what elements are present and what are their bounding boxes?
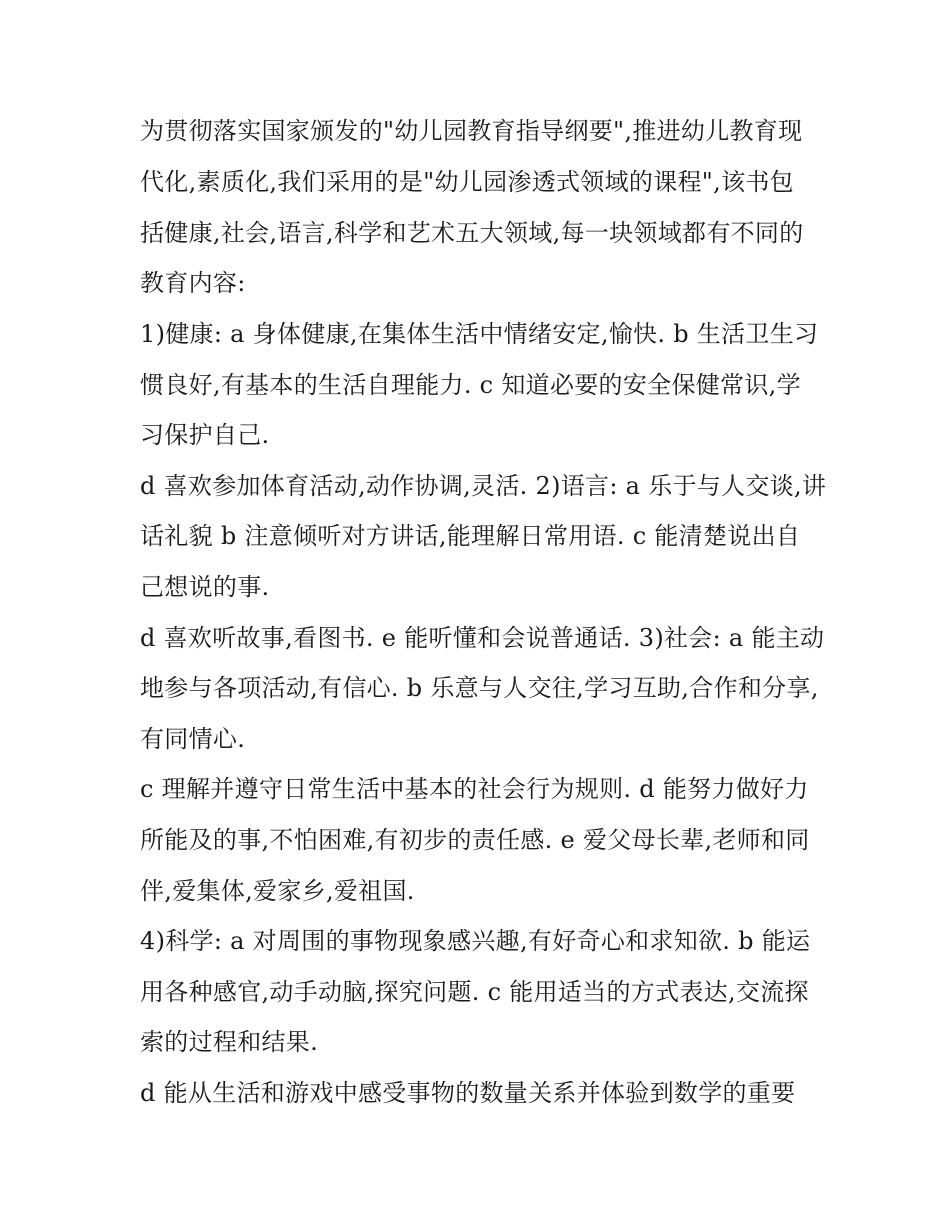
text-line: d 喜欢听故事,看图书. e 能听懂和会说普通话. 3)社会: a 能主动 [140, 624, 825, 652]
text-line: 话礼貌 b 注意倾听对方讲话,能理解日常用语. c 能清楚说出自 [140, 522, 801, 550]
text-line: 教育内容: [140, 269, 246, 297]
text-line: 括健康,社会,语言,科学和艺术五大领域,每一块领域都有不同的 [140, 219, 804, 247]
text-line: 有同情心. [140, 725, 246, 753]
text-line: 1)健康: a 身体健康,在集体生活中情绪安定,愉快. b 生活卫生习 [140, 320, 819, 348]
text-line: 己想说的事. [140, 573, 270, 601]
text-line: 代化,素质化,我们采用的是"幼儿园渗透式领域的课程",该书包 [140, 168, 794, 196]
text-line: 索的过程和结果. [140, 1028, 319, 1056]
text-line: d 能从生活和游戏中感受事物的数量关系并体验到数学的重要 [140, 1079, 796, 1107]
text-line: 所能及的事,不怕困难,有初步的责任感. e 爱父母长辈,老师和同 [140, 826, 810, 854]
text-line: 为贯彻落实国家颁发的"幼儿园教育指导纲要",推进幼儿教育现 [140, 117, 803, 145]
text-line: d 喜欢参加体育活动,动作协调,灵活. 2)语言: a 乐于与人交谈,讲 [140, 472, 827, 500]
text-line: 惯良好,有基本的生活自理能力. c 知道必要的安全保健常识,学 [140, 371, 801, 399]
text-line: c 理解并遵守日常生活中基本的社会行为规则. d 能努力做好力 [140, 775, 809, 803]
text-line: 习保护自己. [140, 421, 270, 449]
text-line: 用各种感官,动手动脑,探究问题. c 能用适当的方式表达,交流探 [140, 978, 809, 1006]
text-line: 地参与各项活动,有信心. b 乐意与人交往,学习互助,合作和分享, [140, 674, 819, 702]
text-line: 4)科学: a 对周围的事物现象感兴趣,有好奇心和求知欲. b 能运 [140, 927, 811, 955]
text-line: 伴,爱集体,爱家乡,爱祖国. [140, 877, 415, 905]
